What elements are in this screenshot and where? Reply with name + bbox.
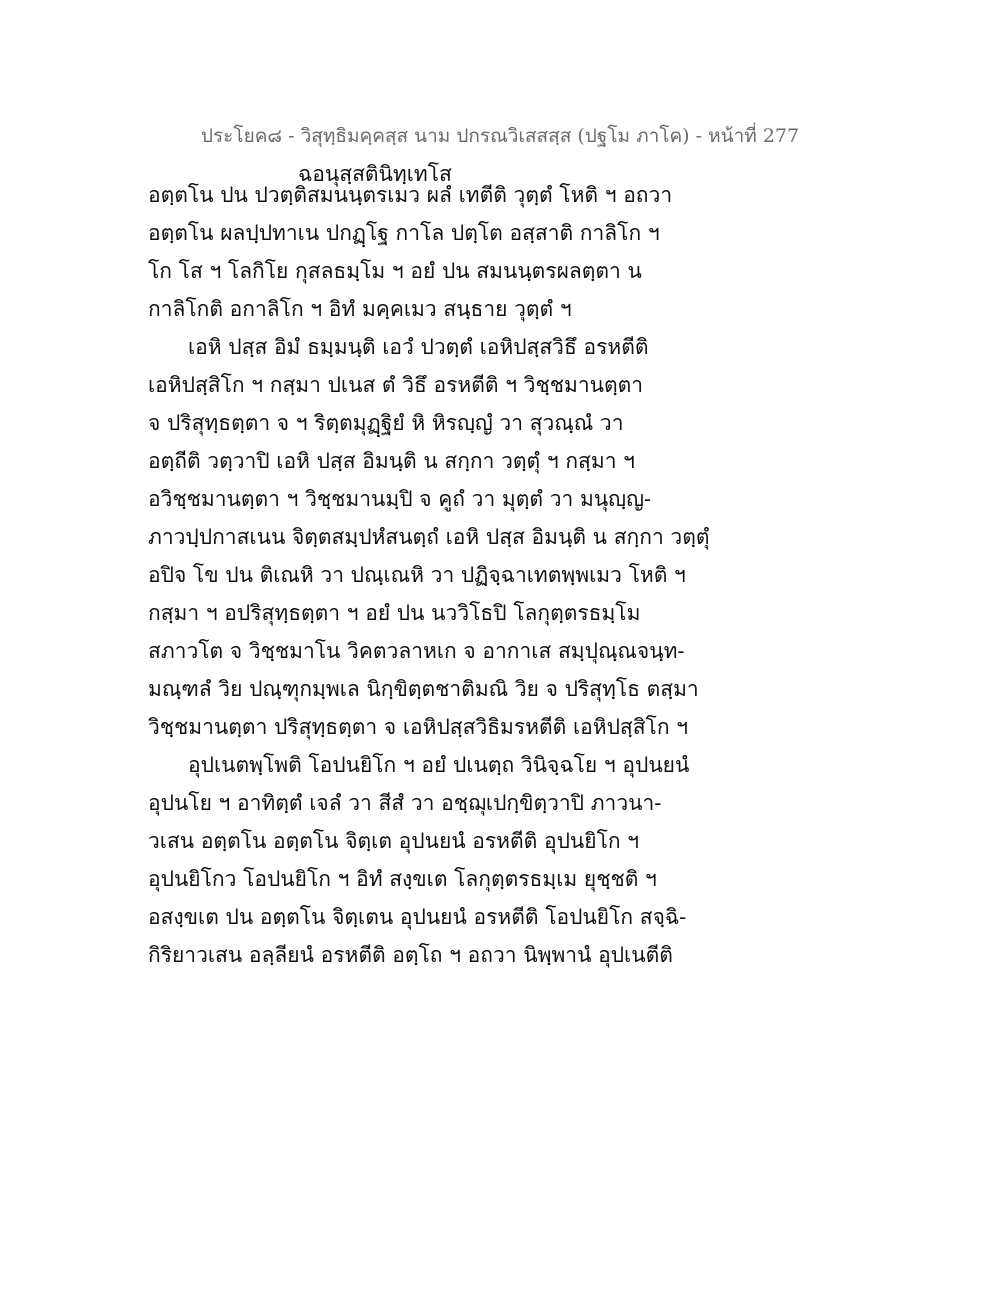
text-line: อตฺตโน ปน ปวตฺติสมนนฺตรเมว ผลํ เทตีติ วุตฺตํ โหติ ฯ อถวา	[148, 183, 673, 207]
text-line: อุปนยิโกว โอปนยิโก ฯ อิทํ สงฺขเต โลกุตฺตรธมฺเม ยุชฺชติ ฯ	[148, 867, 657, 891]
paragraph-start-line: อุปเนตพฺโพติ โอปนยิโก ฯ อยํ ปเนตฺถ วินิจฺฉโย ฯ อุปนยนํ	[188, 753, 690, 777]
text-line: กาลิโกติ อกาลิโก ฯ อิทํ มคฺคเมว สนฺธาย วุตฺตํ ฯ	[148, 297, 572, 321]
section-heading: ฉอนุสฺสตินิทฺเทโส	[298, 162, 452, 186]
text-line: มณฺฑลํ วิย ปณฺฑุกมฺพเล นิกฺขิตฺตชาติมณิ วิย จ ปริสุทฺโธ ตสฺมา	[148, 677, 699, 701]
text-line: โก โส ฯ โลกิโย กุสลธมฺโม ฯ อยํ ปน สมนนฺตรผลตฺตา น	[148, 259, 642, 283]
text-line: ภาวปฺปกาสเนน จิตฺตสมฺปหํสนตฺถํ เอหิ ปสฺส อิมนฺติ น สกฺกา วตฺตุํ	[148, 525, 710, 549]
text-line: อวิชฺชมานตฺตา ฯ วิชฺชมานมฺปิ จ คูถํ วา มุตฺตํ วา มนุญฺญ-	[148, 487, 652, 511]
text-line: สภาวโต จ วิชฺชมาโน วิคตวลาหเก จ อากาเส สมฺปุณฺณจนฺท-	[148, 639, 685, 663]
text-line: อตฺตโน ผลปฺปทาเน ปกฏฺโฐ กาโล ปตฺโต อสฺสาติ กาลิโก ฯ	[148, 221, 660, 245]
paragraph-start-line: เอหิ ปสฺส อิมํ ธมฺมนฺติ เอวํ ปวตฺตํ เอหิปสฺสวิธึ อรหตีติ	[188, 335, 649, 359]
text-line: วเสน อตฺตโน อตฺตโน จิตฺเต อุปนยนํ อรหตีติ อุปนยิโก ฯ	[148, 829, 640, 853]
text-line: เอหิปสฺสิโก ฯ กสฺมา ปเนส ตํ วิธึ อรหตีติ ฯ วิชฺชมานตฺตา	[148, 373, 644, 397]
text-line: อสงฺขเต ปน อตฺตโน จิตฺเตน อุปนยนํ อรหตีติ โอปนยิโก สจฺฉิ-	[148, 905, 687, 929]
text-line: กิริยาวเสน อลฺลียนํ อรหตีติ อตฺโถ ฯ อถวา นิพฺพานํ อุปเนตีติ	[148, 943, 673, 967]
body-text	[148, 176, 868, 974]
page-header: ประโยค๘ - วิสุทฺธิมคฺคสฺส นาม ปกรณวิเสสสฺส (ปฐโม ภาโค) - หน้าที่ 277	[200, 125, 800, 147]
text-line: อุปนโย ฯ อาทิตฺตํ เจลํ วา สีสํ วา อชฺฌุเปกฺขิตฺวาปิ ภาวนา-	[148, 791, 662, 815]
text-line: จ ปริสุทฺธตฺตา จ ฯ ริตฺตมุฏฺฐิยํ หิ หิรญฺญํ วา สุวณฺณํ วา	[148, 411, 624, 435]
text-line: วิชฺชมานตฺตา ปริสุทฺธตฺตา จ เอหิปสฺสวิธิมรหตีติ เอหิปสฺสิโก ฯ	[148, 715, 689, 739]
text-line: กสฺมา ฯ อปริสุทฺธตฺตา ฯ อยํ ปน นววิโธปิ โลกุตฺตรธมฺโม	[148, 601, 641, 625]
text-line: อปิจ โข ปน ติเณหิ วา ปณฺเณหิ วา ปฏิจฺฉาเทตพฺพเมว โหติ ฯ	[148, 563, 686, 587]
text-line: อตฺถีติ วตฺวาปิ เอหิ ปสฺส อิมนฺติ น สกฺกา วตฺตุํ ฯ กสฺมา ฯ	[148, 449, 635, 473]
